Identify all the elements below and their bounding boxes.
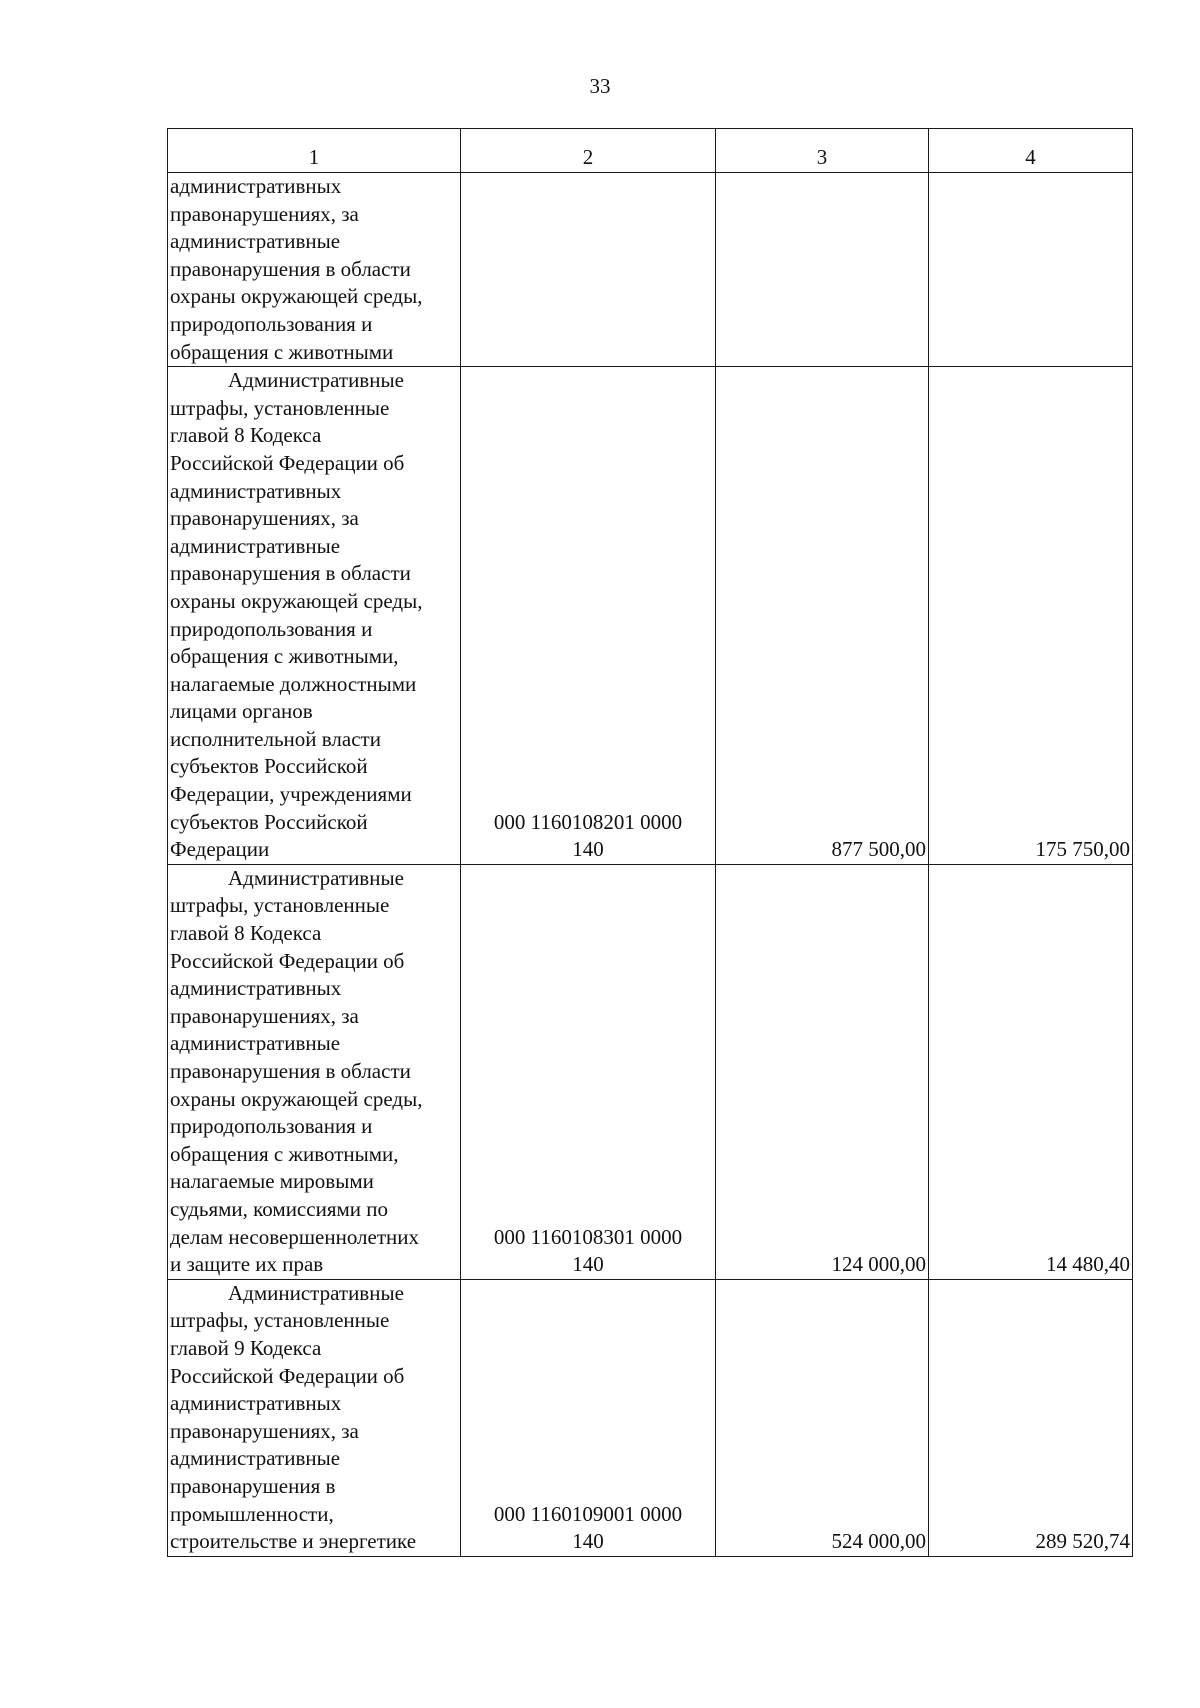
name-line: административных (170, 478, 342, 503)
name-line: обращения с животными (170, 339, 394, 364)
table-row (168, 1279, 1133, 1556)
name-line: охраны окружающей среды, (170, 588, 423, 613)
table-row (168, 864, 1133, 1279)
row-name-cell (168, 1279, 461, 1556)
name-line: охраны окружающей среды, (170, 1086, 423, 1111)
table-body (168, 173, 1133, 1557)
name-line: правонарушениях, за (170, 506, 359, 531)
name-line: главой 8 Кодекса (170, 423, 322, 448)
column-header-3: 3 (716, 129, 929, 173)
row-code-cell (461, 864, 716, 1279)
row-code-cell (461, 1279, 716, 1556)
row-value-col3: 877 500,00 (716, 367, 929, 865)
name-line: природопользования и (170, 311, 373, 336)
row-code-cell (461, 367, 716, 865)
name-line: штрафы, установленные (170, 395, 390, 420)
name-line: административных (170, 174, 342, 198)
name-line: главой 9 Кодекса (170, 1335, 322, 1360)
name-line: административные (170, 1031, 341, 1056)
row-value-col4: 175 750,00 (929, 367, 1133, 865)
code-line: 000 1160108301 0000 (493, 1224, 683, 1249)
name-line: административных (170, 1391, 342, 1416)
name-line: промышленности, (170, 1501, 334, 1526)
name-line: судьями, комиссиями по (170, 1196, 388, 1221)
name-line: налагаемые должностными (170, 671, 417, 696)
code-line: 000 1160109001 0000 (493, 1501, 683, 1526)
column-header-2: 2 (461, 129, 716, 173)
name-line: правонарушения в области (170, 561, 411, 586)
row-value-col4: 14 480,40 (929, 864, 1133, 1279)
name-line: строительстве и энергетике (170, 1529, 417, 1554)
name-line: административные (170, 229, 341, 254)
name-line: Российской Федерации об (170, 450, 405, 475)
name-line: штрафы, установленные (170, 1308, 390, 1333)
name-line: исполнительной власти (170, 726, 381, 751)
row-value-col3 (716, 173, 929, 367)
name-line: Административные (228, 368, 404, 393)
name-line: Административные (228, 865, 404, 890)
row-value-col3: 524 000,00 (716, 1279, 929, 1556)
name-line: природопользования и (170, 1114, 373, 1139)
name-line: правонарушениях, за (170, 1418, 359, 1443)
row-value-col3: 124 000,00 (716, 864, 929, 1279)
row-value-col4 (929, 173, 1133, 367)
name-line: Административные (228, 1280, 404, 1305)
table-row (168, 367, 1133, 865)
code-line: 140 (572, 1252, 604, 1277)
name-line: административных (170, 976, 342, 1001)
page-number: 33 (589, 74, 611, 98)
row-name-cell (168, 173, 461, 367)
name-line: и защите их прав (170, 1252, 324, 1277)
name-line: правонарушения в (170, 1473, 336, 1498)
name-line: налагаемые мировыми (170, 1169, 374, 1194)
name-line: штрафы, установленные (170, 893, 390, 918)
name-line: природопользования и (170, 616, 373, 641)
name-line: Федерации, учреждениями (170, 782, 412, 807)
table-header-row (168, 129, 1133, 173)
row-code-cell (461, 173, 716, 367)
name-line: Российской Федерации об (170, 948, 405, 973)
name-line: правонарушения в области (170, 1059, 411, 1083)
name-line: Российской Федерации об (170, 1363, 405, 1388)
budget-table (167, 128, 1133, 1557)
name-line: обращения с животными, (170, 644, 399, 669)
row-name-cell (168, 864, 461, 1279)
name-line: правонарушения в области (170, 256, 411, 281)
column-header-1: 1 (168, 129, 461, 173)
name-line: главой 8 Кодекса (170, 921, 322, 946)
row-name-cell (168, 367, 461, 865)
code-line: 140 (572, 1529, 604, 1554)
code-line: 000 1160108201 0000 (493, 809, 683, 834)
name-line: субъектов Российской (170, 809, 368, 834)
name-line: правонарушениях, за (170, 201, 359, 226)
code-line: 140 (572, 837, 604, 862)
table-row (168, 173, 1133, 367)
name-line: административные (170, 1446, 341, 1471)
name-line: охраны окружающей среды, (170, 284, 423, 309)
name-line: правонарушениях, за (170, 1003, 359, 1028)
name-line: Федерации (170, 837, 270, 862)
row-value-col4: 289 520,74 (929, 1279, 1133, 1556)
column-header-4: 4 (929, 129, 1133, 173)
name-line: делам несовершеннолетних (170, 1224, 420, 1249)
name-line: обращения с животными, (170, 1141, 399, 1166)
name-line: административные (170, 533, 341, 558)
name-line: лицами органов (170, 699, 313, 724)
name-line: субъектов Российской (170, 754, 368, 779)
